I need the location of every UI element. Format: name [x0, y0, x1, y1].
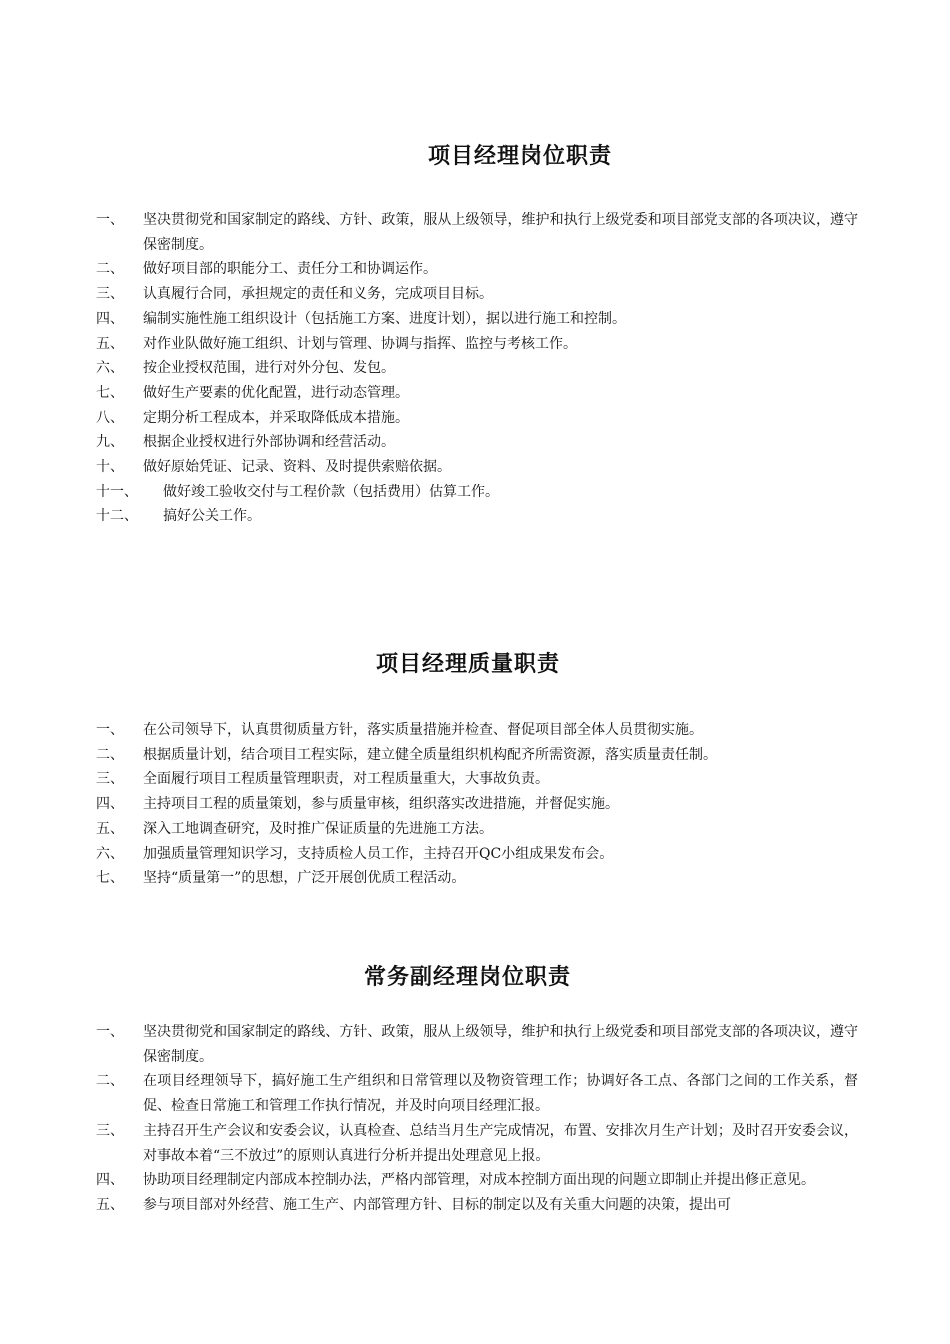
item-text: 做好原始凭证、记录、资料、及时提供索赔依据。 — [143, 459, 451, 476]
list-item — [96, 866, 858, 891]
item-number: 四、 — [96, 796, 124, 813]
item-number: 七、 — [96, 384, 124, 401]
list-item — [96, 767, 858, 792]
duty-list — [96, 718, 858, 891]
item-number: 七、 — [96, 870, 124, 887]
list-item — [96, 480, 858, 505]
item-number: 十一、 — [96, 483, 138, 500]
section-title: 常务副经理岗位职责 — [364, 965, 572, 990]
list-item — [96, 430, 858, 455]
item-number: 二、 — [96, 1073, 124, 1090]
item-text: 参与项目部对外经营、施工生产、内部管理方针、目标的制定以及有关重大问题的决策，提出可 — [143, 1196, 731, 1213]
list-item — [96, 257, 858, 282]
list-item — [96, 743, 858, 768]
list-item — [96, 1168, 858, 1193]
item-number: 九、 — [96, 434, 124, 451]
list-item — [96, 307, 858, 332]
item-text: 在项目经理领导下，搞好施工生产组织和日常管理以及物资管理工作；协调好各工点、各部门之间的工作关系，督促、检查日常施工和管理工作执行情况，并及时向项目经理汇报。 — [143, 1073, 858, 1115]
item-text: 做好生产要素的优化配置，进行动态管理。 — [143, 384, 409, 401]
item-number: 十二、 — [96, 508, 138, 525]
section-title: 项目经理岗位职责 — [428, 144, 613, 169]
item-number: 三、 — [96, 286, 124, 303]
list-item — [96, 208, 858, 257]
list-item — [96, 817, 858, 842]
item-text: 坚持“质量第一”的思想，广泛开展创优质工程活动。 — [143, 870, 466, 887]
list-item — [96, 1069, 858, 1118]
item-text: 坚决贯彻党和国家制定的路线、方针、政策，服从上级领导，维护和执行上级党委和项目部党支部的各项决议，遵守保密制度。 — [143, 1024, 858, 1065]
list-item — [96, 406, 858, 431]
item-number: 八、 — [96, 409, 124, 426]
item-number: 四、 — [96, 1172, 124, 1189]
item-text: 加强质量管理知识学习，支持质检人员工作，主持召开QC小组成果发布会。 — [143, 845, 614, 862]
item-text: 做好项目部的职能分工、责任分工和协调运作。 — [143, 261, 437, 278]
item-text: 协助项目经理制定内部成本控制办法，严格内部管理，对成本控制方面出现的问题立即制止并提出修正意见。 — [143, 1172, 815, 1189]
list-item — [96, 356, 858, 381]
item-text: 认真履行合同，承担规定的责任和义务，完成项目目标。 — [143, 286, 493, 303]
list-item — [96, 282, 858, 307]
list-item — [96, 455, 858, 480]
item-number: 六、 — [96, 845, 124, 862]
item-number: 五、 — [96, 335, 124, 352]
item-text: 在公司领导下，认真贯彻质量方针，落实质量措施并检查、督促项目部全体人员贯彻实施。 — [143, 722, 703, 738]
item-number: 一、 — [96, 722, 124, 738]
duty-list — [96, 1020, 858, 1218]
item-number: 一、 — [96, 1024, 124, 1040]
item-number: 二、 — [96, 261, 124, 278]
item-number: 十、 — [96, 459, 124, 476]
item-text: 根据质量计划，结合项目工程实际，建立健全质量组织机构配齐所需资源，落实质量责任制。 — [143, 746, 717, 763]
item-number: 五、 — [96, 820, 124, 837]
item-number: 一、 — [96, 212, 124, 228]
item-text: 做好竣工验收交付与工程价款（包括费用）估算工作。 — [163, 483, 499, 500]
list-item — [96, 332, 858, 357]
list-item — [96, 842, 858, 867]
item-text: 深入工地调查研究，及时推广保证质量的先进施工方法。 — [143, 820, 493, 837]
item-number: 三、 — [96, 771, 124, 788]
item-text: 定期分析工程成本，并采取降低成本措施。 — [143, 409, 409, 426]
item-text: 按企业授权范围，进行对外分包、发包。 — [143, 360, 395, 377]
list-item — [96, 792, 858, 817]
duty-list — [96, 208, 858, 529]
item-text: 全面履行项目工程质量管理职责，对工程质量重大，大事故负责。 — [143, 771, 549, 788]
item-text: 对作业队做好施工组织、计划与管理、协调与指挥、监控与考核工作。 — [143, 335, 577, 352]
list-item — [96, 504, 858, 529]
item-text: 根据企业授权进行外部协调和经营活动。 — [143, 434, 395, 451]
section-title: 项目经理质量职责 — [376, 652, 561, 677]
item-number: 三、 — [96, 1122, 124, 1139]
item-text: 搞好公关工作。 — [163, 508, 261, 525]
item-text: 主持召开生产会议和安委会议，认真检查、总结当月生产完成情况，布置、安排次月生产计划；及时召开安委会议，对事故本着“三不放过”的原则认真进行分析并提出处理意见上报。 — [143, 1122, 858, 1164]
list-item — [96, 1193, 858, 1218]
item-number: 二、 — [96, 746, 124, 763]
item-text: 编制实施性施工组织设计（包括施工方案、进度计划），据以进行施工和控制。 — [143, 310, 626, 327]
item-number: 四、 — [96, 310, 124, 327]
item-text: 坚决贯彻党和国家制定的路线、方针、政策，服从上级领导，维护和执行上级党委和项目部党支部的各项决议，遵守保密制度。 — [143, 212, 858, 253]
item-text: 主持项目工程的质量策划，参与质量审核，组织落实改进措施，并督促实施。 — [143, 796, 619, 813]
list-item — [96, 718, 858, 743]
item-number: 五、 — [96, 1196, 124, 1213]
item-number: 六、 — [96, 360, 124, 377]
list-item — [96, 381, 858, 406]
list-item — [96, 1020, 858, 1069]
list-item — [96, 1119, 858, 1168]
